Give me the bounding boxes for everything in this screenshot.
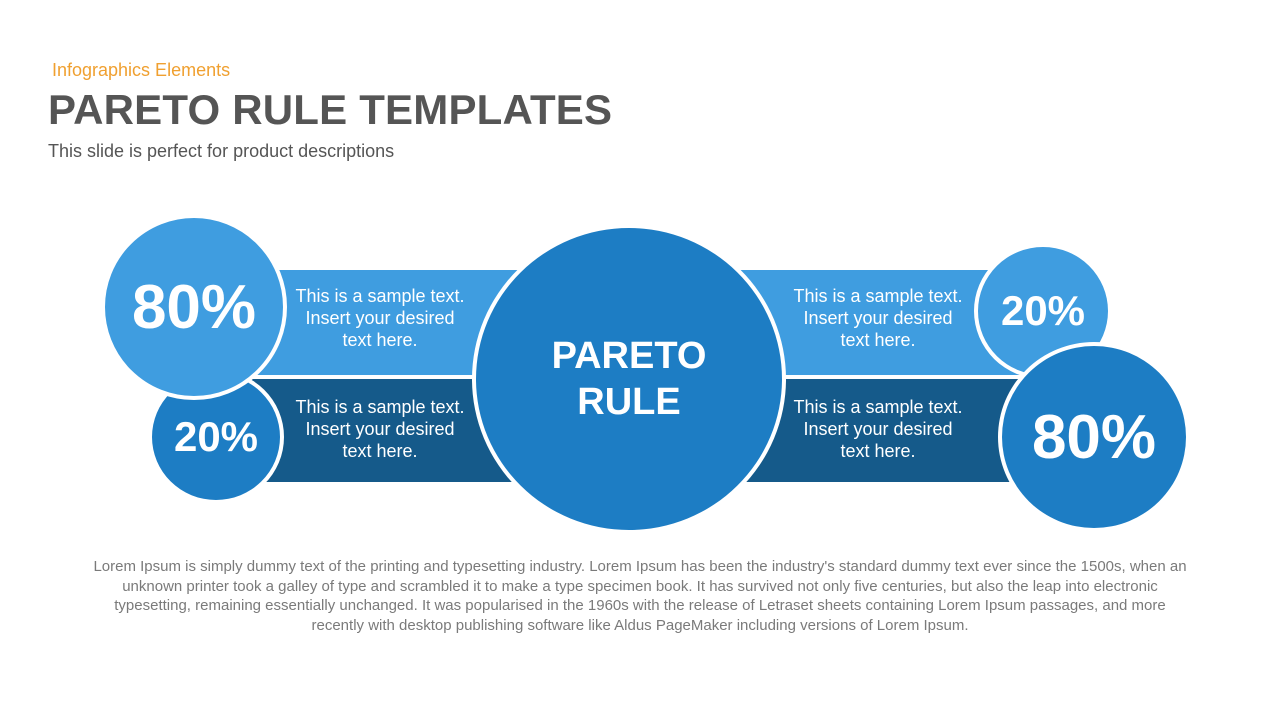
description-paragraph: Lorem Ipsum is simply dummy text of the printing and typesetting industry. Lorem Ipsum has been the industry's standard dummy text ever since the 1500s, when an unknown printer took a galley of type and scrambled it to make a type specimen book. It has survived not only five centuries, but also the leap into electronic typesetting, remaining essentially unchanged. It was popularised in the 1960s with the release of Letraset sheets containing Lorem Ipsum passages, and more recently with desktop publishing software like Aldus PageMaker including versions of Lorem Ipsum.: [93, 558, 1187, 634]
right-20-percent-value: 20%: [1000, 287, 1086, 334]
left-top-text: This is a sample text. Insert your desired text here.: [295, 286, 465, 350]
page-title: PARETO RULE TEMPLATES: [48, 86, 613, 133]
center-pareto-circle: [472, 224, 786, 534]
right-bottom-text: This is a sample text. Insert your desired text here.: [793, 397, 963, 461]
right-80-percent-value: 80%: [1031, 402, 1157, 472]
center-label: PARETO RULE: [551, 335, 707, 423]
page-subtitle: This slide is perfect for product descriptions: [48, 141, 395, 161]
left-80-percent-value: 80%: [131, 272, 257, 342]
right-80-percent-circle: [998, 342, 1190, 532]
eyebrow-label: Infographics Elements: [52, 60, 231, 80]
left-20-percent-value: 20%: [173, 413, 259, 460]
right-top-text: This is a sample text. Insert your desired text here.: [793, 286, 963, 350]
left-bottom-text: This is a sample text. Insert your desired text here.: [295, 397, 465, 461]
left-80-percent-circle: [101, 214, 287, 400]
